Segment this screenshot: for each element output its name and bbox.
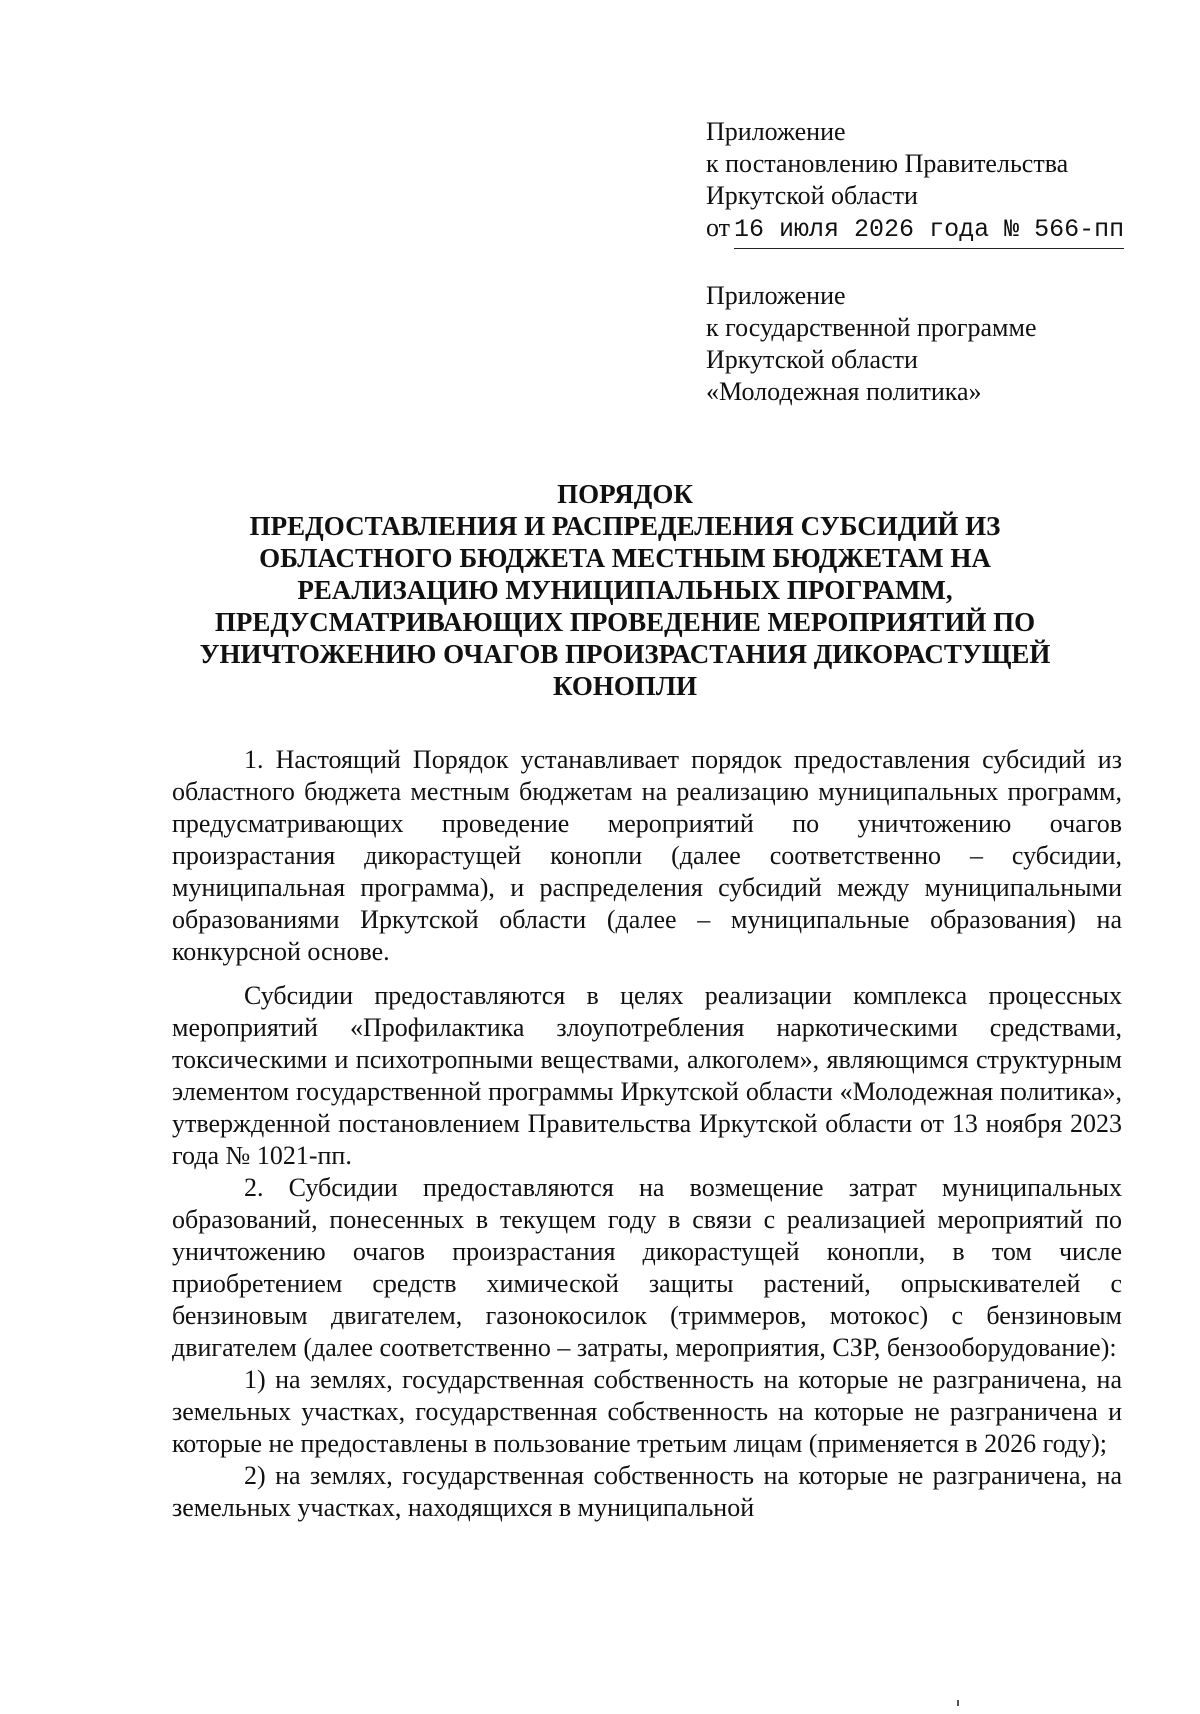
appendix-program-name: «Молодежная политика» (706, 377, 982, 406)
paragraph-2: 2. Субсидии предоставляются на возмещение затрат муниципальных образований, понесенных в текущем году в связи с реализацией мероприятий по уничтожению очагов произрастания дикорастущей конопли, в том числе приобретением средств химической защиты растений, опрыскивателей с бензиновым двигателем, газонокосилок (триммеров, мотокос) с бензиновым двигателем (далее соответственно – затраты, мероприятия, СЗР, бензооборудование): (172, 1173, 1122, 1362)
date-prefix: от (706, 213, 731, 242)
appendix-government-decree (706, 116, 1124, 249)
title-line: ОБЛАСТНОГО БЮДЖЕТА МЕСТНЫМ БЮДЖЕТАМ НА (259, 543, 991, 573)
title-line: КОНОПЛИ (552, 671, 698, 701)
title-line: УНИЧТОЖЕНИЮ ОЧАГОВ ПРОИЗРАСТАНИЯ ДИКОРАСТУЩЕЙ (199, 639, 1051, 669)
paragraph-subsidy-purpose: Субсидии предоставляются в целях реализации комплекса процессных мероприятий «Профилактика злоупотребления наркотическими средствами, токсическими и психотропными веществами, алкоголем», являющимся структурным элементом государственной программы Иркутской области «Молодежная политика», утвержденной постановлением Правительства Иркутской области от 13 ноября 2023 года № 1021-пп. (172, 981, 1122, 1170)
document-body (172, 744, 1122, 1524)
paragraph-1: 1. Настоящий Порядок устанавливает порядок предоставления субсидий из областного бюджета местным бюджетам на реализацию муниципальных программ, предусматривающих проведение мероприятий по уничтожению очагов произрастания дикорастущей конопли (далее соответственно – субсидии, муниципальная программа), и распределения субсидий между муниципальными образованиями Иркутской области (далее – муниципальные образования) на конкурсной основе. (172, 745, 1122, 966)
document-title (160, 478, 1090, 702)
scan-speck (957, 1700, 959, 1706)
appendix-heading: Приложение (706, 281, 846, 310)
title-line: РЕАЛИЗАЦИЮ МУНИЦИПАЛЬНЫХ ПРОГРАММ, (297, 575, 953, 605)
appendix-line: к государственной программе (706, 313, 1037, 342)
paragraph-2-item-2: 2) на землях, государственная собственность на которые не разграничена, на земельных участках, находящихся в муниципальной (172, 1461, 1122, 1522)
appendix-line: Иркутской области (706, 181, 918, 210)
paragraph-2-item-1: 1) на землях, государственная собственность на которые не разграничена, на земельных участках, государственная собственность на которые не разграничена и которые не предоставлены в пользование третьим лицам (применяется в 2026 году); (172, 1365, 1122, 1458)
appendix-date-line (706, 212, 1124, 249)
appendix-state-program (706, 280, 1037, 408)
decree-date-number: 16 июля 2026 года № 566-пп (734, 214, 1124, 249)
title-line: ПРЕДУСМАТРИВАЮЩИХ ПРОВЕДЕНИЕ МЕРОПРИЯТИЙ ПО (214, 607, 1036, 637)
appendix-heading: Приложение (706, 117, 846, 146)
title-line: ПОРЯДОК (557, 479, 693, 509)
appendix-line: к постановлению Правительства (706, 149, 1069, 178)
appendix-line: Иркутской области (706, 345, 918, 374)
title-line: ПРЕДОСТАВЛЕНИЯ И РАСПРЕДЕЛЕНИЯ СУБСИДИЙ ИЗ (249, 511, 1001, 541)
